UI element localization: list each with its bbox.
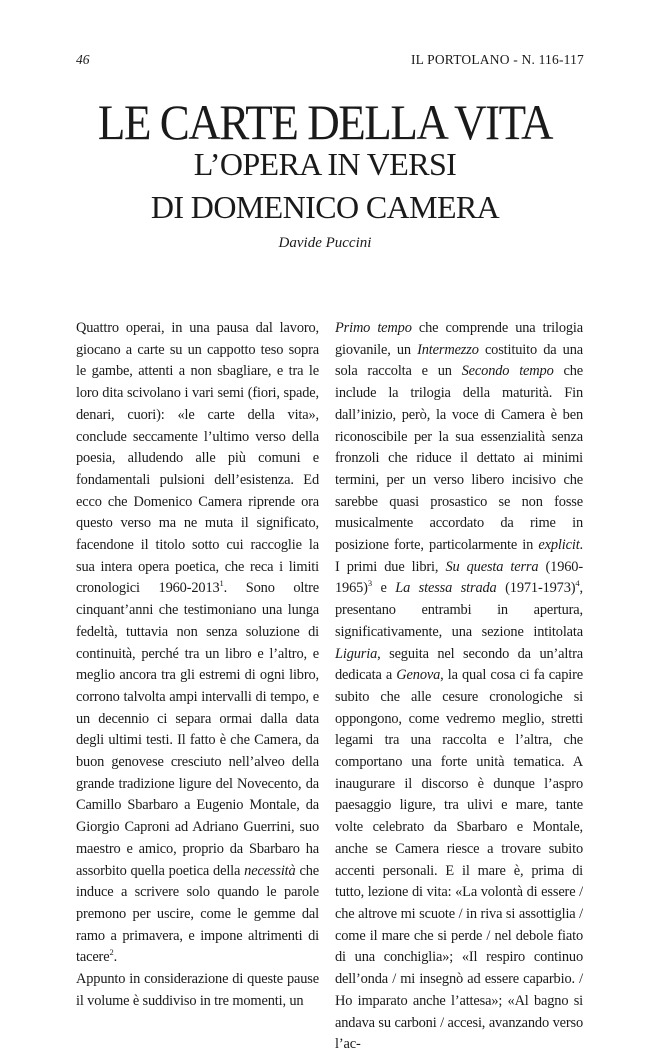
text-run: (1960-1965): [335, 558, 583, 597]
footnote-ref-3: 3: [367, 578, 372, 589]
text-run: , la qual cosa ci fa capire subito che alle cesure cronologiche si oppongono, come vedremo meglio, stretti legami tra una raccolta e l’altra, che comportano una forte unità tematica. A inaugurare il discorso è dunque l’aspro paesaggio ligure, tra ulivi e mare, tante volte celebrato da Sbarbaro e Montale, anche se Camera riesce a trovare subito accenti personali. E il mare è, prima di tutto, lezione di vita: «La volontà di essere / che altrove mi scuote / in riva si assottiglia / come il mare che si perde / nel debole fiato di una conchiglia»; «Il respiro continuo dell’onda / mi insegnò ad essere caparbio. / Ho imparato anche l’attesa»; «Al bagno si andava su carboni / accesi, avanzando verso l’ac-: [335, 667, 583, 1053]
page-number: 46: [76, 52, 90, 67]
author-name: Davide Puccini: [278, 235, 372, 251]
right-column: [335, 318, 583, 1056]
text-run: costituito da una sola raccolta e un: [335, 341, 583, 380]
text-run: , seguita nel secondo da un’altra dedicata a: [335, 645, 583, 684]
italic-title: Su questa terra: [445, 558, 539, 575]
left-column: [76, 318, 319, 1013]
article-subtitle-line-2: DI DOMENICO CAMERA: [150, 189, 500, 225]
article-subtitle-line-1: L’OPERA IN VERSI: [193, 146, 457, 182]
text-run: che induce a scrivere solo quando le parole premono per uscire, come le gemme dal ramo a primavera, e impone altrimenti di tacere: [76, 862, 319, 966]
text-run: (1971-1973): [496, 580, 576, 597]
text-run: .: [113, 949, 118, 966]
journal-name: IL PORTOLANO - N. 116-117: [410, 52, 584, 67]
text-run: e: [371, 580, 396, 597]
text-run: Quattro operai, in una pausa dal lavoro, giocano a carte su un cappotto teso sopra le gambe, attenti a non sbagliare, e tra le loro dita scivolano i vari semi (fiori, spade, denari, cuori): «le carte della vita», conclude seccamente l’ultimo verso della poesia, alludendo alle più comuni e fondamentali pulsioni dell’esistenza. Ed ecco che Domenico Camera riprende ora questo verso ma ne muta il significato, facendone il titolo sotto cui raccoglie la sua intera opera poetica, che reca i limiti cronologici 1960-2013: [76, 320, 319, 597]
text-run: che include la trilogia della maturità. Fin dall’inizio, però, la voce di Camera è ben riconoscibile per la sua essenzialità senza fronzoli che riduce il dettato ai minimi termini, per un verso libero incisivo che sarebbe quasi prosastico se non fosse musicalmente accordato da rime in posizione forte, particolarmente in: [335, 363, 583, 554]
footnote-ref-1: 1: [219, 578, 224, 589]
italic-term: explicit: [538, 537, 580, 554]
running-header: [76, 52, 584, 72]
italic-term: necessità: [244, 862, 296, 879]
article-title: LE CARTE DELLA VITA: [97, 94, 553, 150]
italic-title: Intermezzo: [417, 341, 479, 358]
footnote-ref-4: 4: [575, 578, 580, 589]
text-run: . Sono oltre cinquant’anni che testimoniano una lunga fedeltà, tuttavia non senza soluzione di continuità, perché tra un libro e l’altro, e meglio ancora tra gli estremi di ogni libro, corrono talvolta ampi intervalli di tempo, e un decennio ci separa ormai dalla data degli ultimi testi. Il fatto è che Camera, da buon genovese cresciuto nell’alveo della grande tradizione ligure del Novecento, da Camillo Sbarbaro a Eugenio Montale, da Giorgio Caproni ad Adriano Guerrini, suo maestro e amico, proprio da Sbarbaro ha assorbito quella poetica della: [76, 580, 319, 879]
paragraph-1: [76, 318, 319, 969]
text-run: , presentano entrambi in apertura, significativamente, una sezione intitolata: [335, 580, 583, 640]
italic-title: Secondo tempo: [461, 363, 554, 380]
text-run: che comprende una trilogia giovanile, un: [335, 320, 583, 358]
italic-title: La stessa strada: [395, 580, 497, 597]
paragraph-2: Appunto in considerazione di queste pause il volume è suddiviso in tre momenti, un: [76, 971, 319, 1009]
italic-title: Genova: [396, 667, 441, 684]
italic-title: Primo tempo: [335, 320, 412, 336]
italic-title: Liguria: [335, 645, 378, 662]
text-run: . I primi due libri,: [335, 537, 583, 575]
paragraph-3: [335, 318, 583, 1056]
footnote-ref-2: 2: [109, 947, 114, 958]
